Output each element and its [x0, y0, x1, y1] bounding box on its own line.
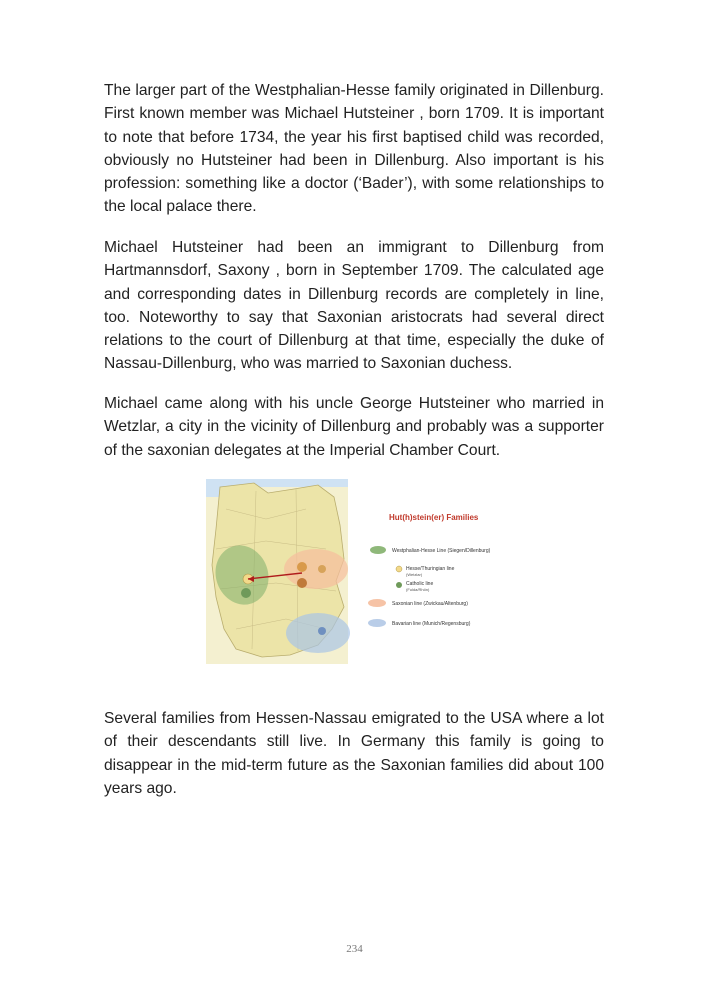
legend-label-westphalian: Westphalian-Hesse Line (Siegen/Dillenburg) [392, 548, 491, 554]
legend-swatch-westphalian [370, 546, 386, 554]
munich-marker [318, 627, 326, 635]
altenburg-marker [297, 578, 307, 588]
catholic-line-marker [241, 588, 251, 598]
paragraph-uncle-george: Michael came along with his uncle George Hutsteiner who married in Wetzlar, a city in the vicinity of Dillenburg and probably was a supporter of the saxonian delegates at the Imperial Chamber Court. [104, 395, 604, 459]
bavarian-region [286, 613, 350, 653]
legend-label-bavarian: Bavarian line (Munich/Regensburg) [392, 621, 471, 627]
paragraph-dillenburg-origin: The larger part of the Westphalian-Hesse family originated in Dillenburg. First known member was Michael Hutsteiner , born 1709. It is important to note that before 1734, the year his first baptised child was recorded, obviously no Hutsteiner had been in Dillenburg. Also important is his profession: something like a doctor (‘Bader’), with some relationships to the local palace there. [104, 82, 604, 216]
germany-map-svg [206, 479, 500, 664]
legend-sublabel-catholic: (Fulda/Rhön) [406, 587, 430, 592]
zwickau-marker [297, 562, 307, 572]
family-map-figure [206, 479, 500, 664]
paragraph-immigrant-hartmannsdorf: Michael Hutsteiner had been an immigrant to Dillenburg from Hartmannsdorf, Saxony , born in September 1709. The calculated age and corresponding dates in Dillenburg records are completely in line, too. Noteworthy to say that Saxonian aristocrats had several direct relations to the court of Dillenburg at that time, especially the duke of Nassau-Dillenburg, who was married to Saxonian duchess. [104, 239, 604, 373]
legend-label-saxonian: Saxonian line (Zwickau/Altenburg) [392, 601, 468, 607]
legend-swatch-bavarian [368, 619, 386, 627]
baltic-sea [246, 479, 348, 487]
legend-swatch-hesse-thuringian [396, 566, 402, 572]
saxonian-region [284, 549, 348, 589]
figure-title: Hut(h)stein(er) Families [389, 513, 479, 522]
legend-sublabel-hesse-thuringian: (Wetzlar) [406, 572, 423, 577]
page-number: 234 [346, 943, 363, 955]
legend-label-hesse-thuringian: Hesse/Thuringian line [406, 566, 455, 572]
legend-label-catholic: Catholic line [406, 581, 434, 587]
hartmannsdorf-marker [318, 565, 326, 573]
legend-swatch-saxonian [368, 599, 386, 607]
paragraph-emigration-usa: Several families from Hessen-Nassau emigrated to the USA where a lot of their descendants still live. In Germany this family is going to disappear in the mid-term future as the Saxonian families did about 100 years ago. [104, 710, 604, 797]
legend-swatch-catholic [396, 582, 402, 588]
